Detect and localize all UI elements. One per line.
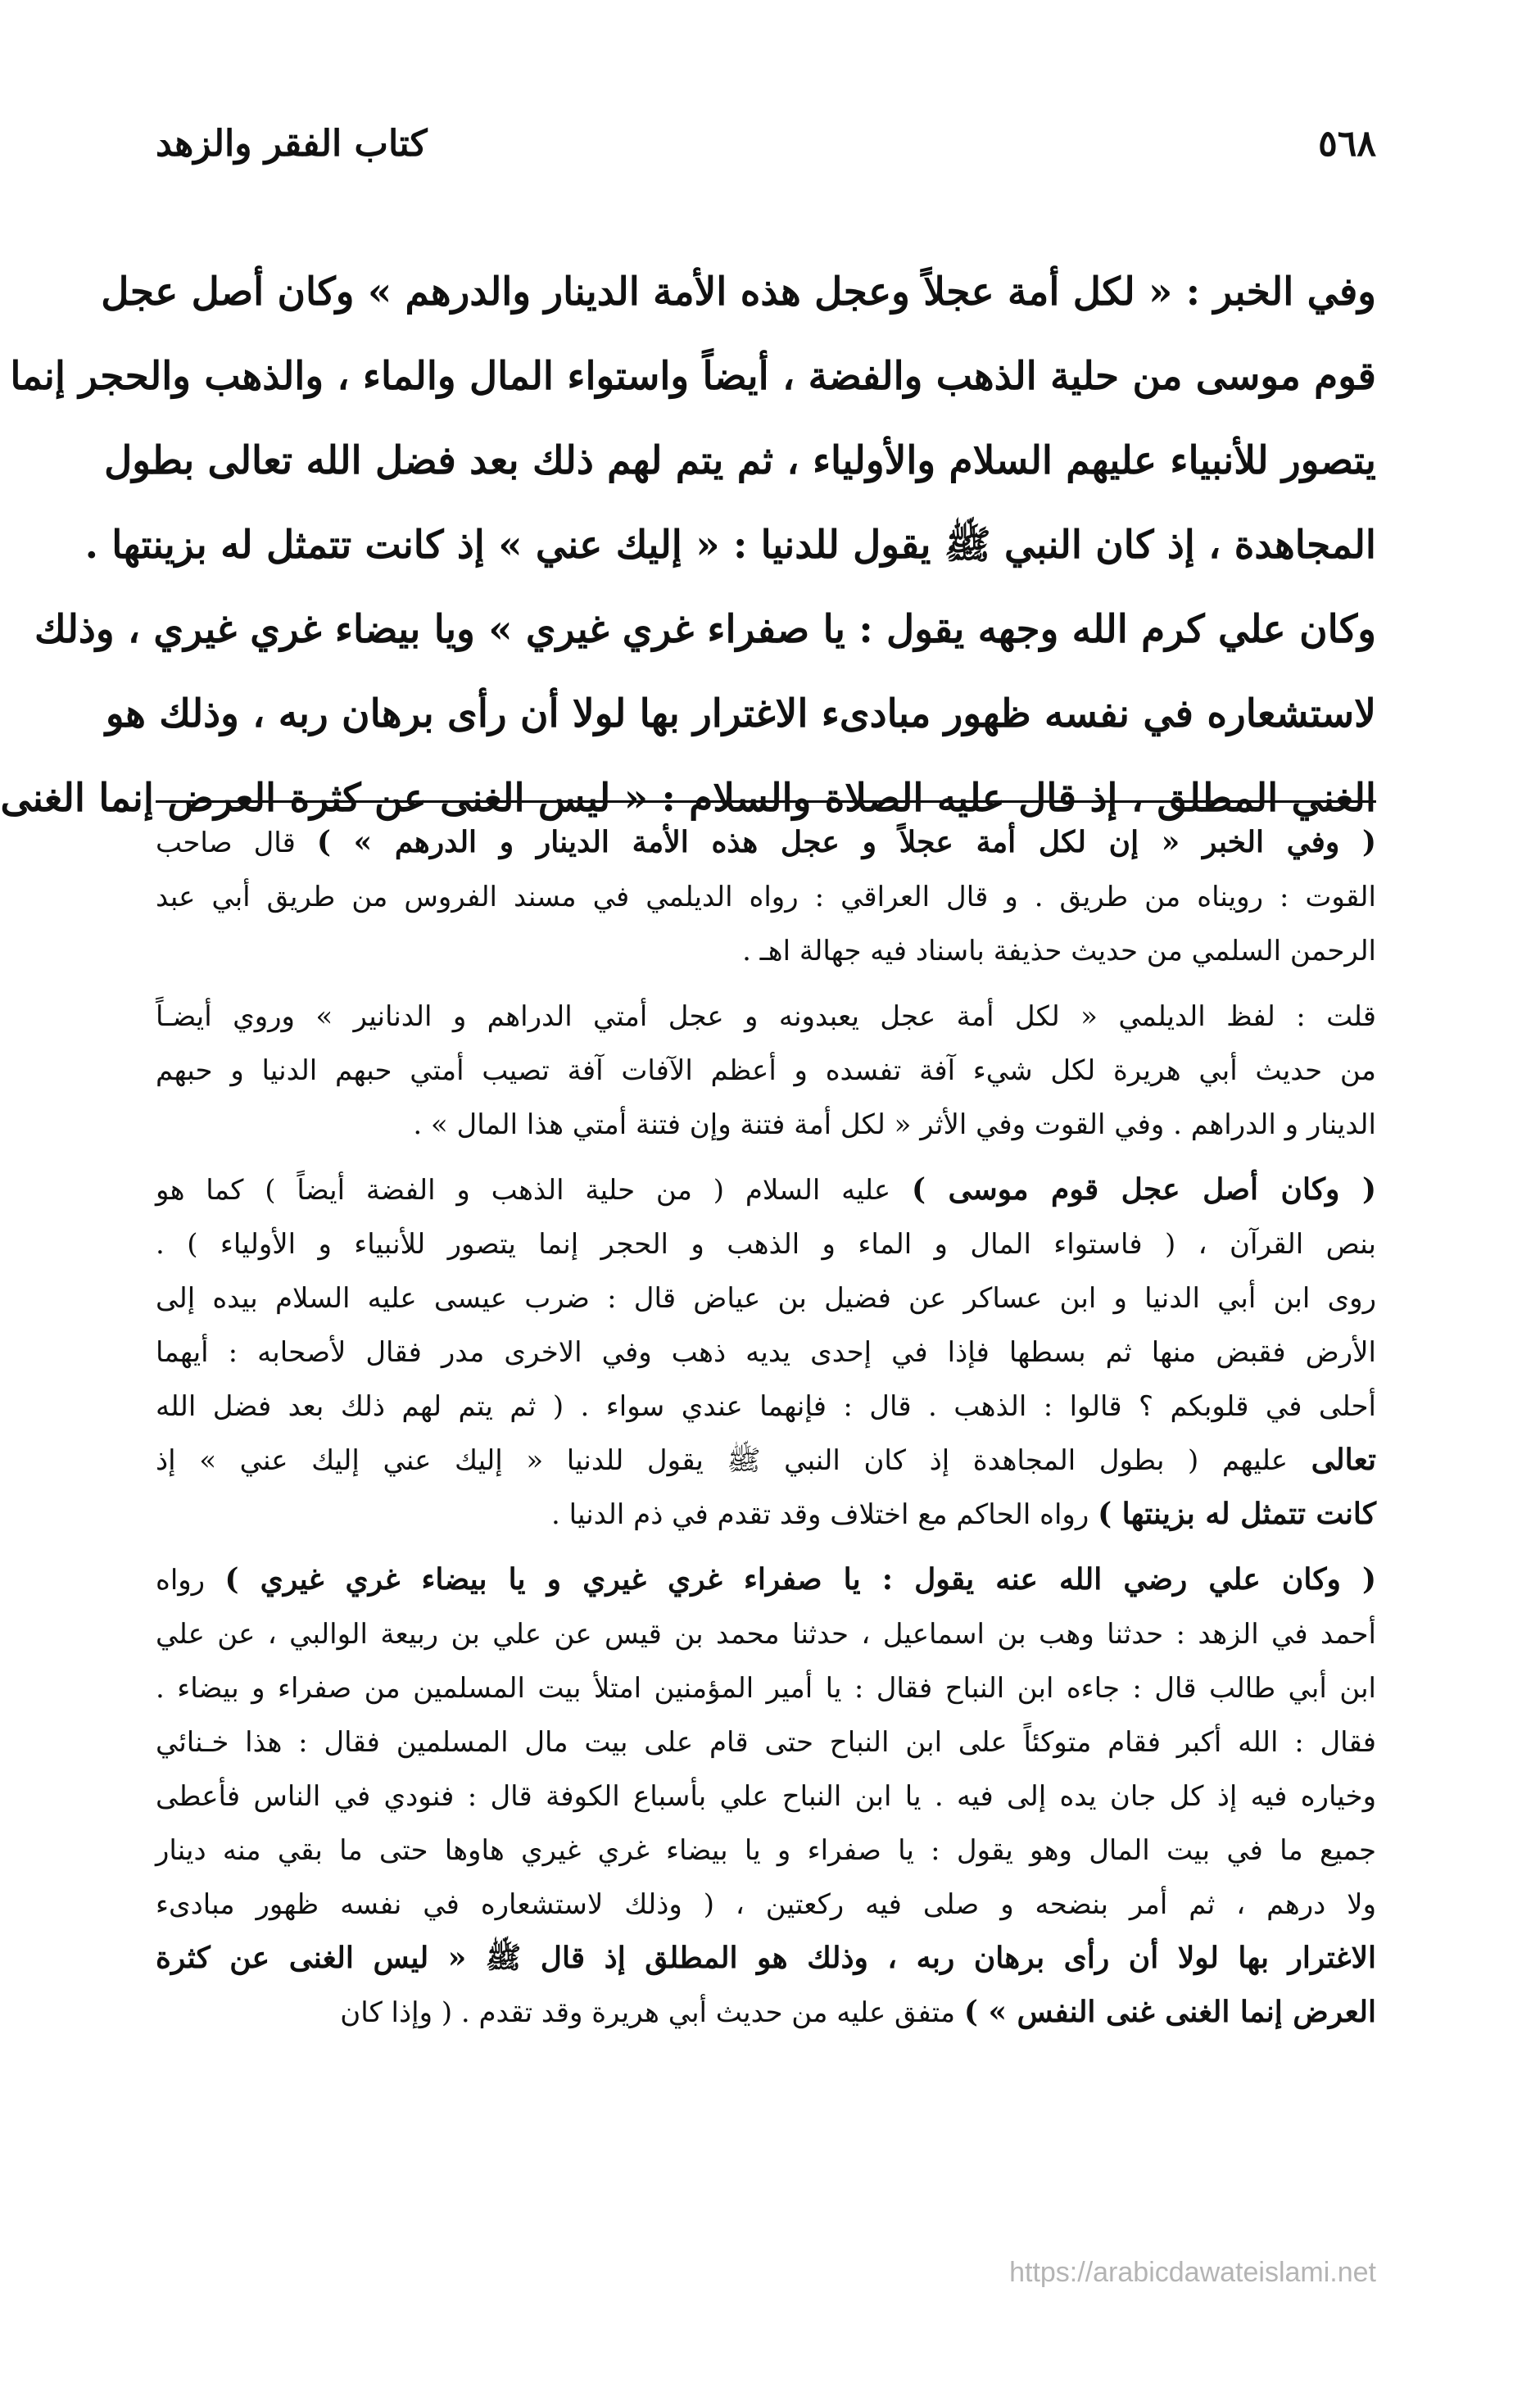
commentary-text: ابن أبي طالب قال : جاءه ابن النباح فقال : يا أمير المؤمنين امتلأ بيت المسلمين من صفراء و بيضاء . [156,1672,1376,1705]
commentary-text: رواه الحاكم مع اختلاف وقد تقدم في ذم الدنيا . [550,1498,1098,1531]
main-text-line: لاستشعاره في نفسه ظهور مبادىء الاغترار بها لولا أن رأى برهان ربه ، وذلك هو [105,691,1376,736]
commentary-line [156,1715,1376,1769]
commentary-line [156,1552,1376,1606]
main-text-line: قوم موسى من حلية الذهب والفضة ، أيضاً واستواء المال والماء ، والذهب والحجر إنما [10,354,1376,399]
commentary-line [156,1216,1376,1271]
footnote-divider [156,800,1376,803]
commentary-text: الدينار و الدراهم . وفي القوت وفي الأثر « لكل أمة فتنة وإن فتنة أمتي هذا المال » . [413,1108,1376,1141]
watermark: https://arabicdawateislami.net [1009,2257,1376,2288]
commentary-text: من حديث أبي هريرة لكل شيء آفة تفسده و أعظم الآفات آفة تصيب أمتي حبهم الدنيا و حبهم [156,1054,1376,1087]
commentary-text: القوت : رويناه من طريق . و قال العراقي : رواه الديلمي في مسند الفروس من طريق أبي عبد [156,881,1376,913]
commentary-text: أحلى في قلوبكم ؟ قالوا : الذهب . قال : فإنهما عندي سواء . ( ثم يتم لهم ذلك بعد فضل الله [156,1390,1376,1423]
commentary-line [156,1931,1376,1985]
commentary-line [156,1877,1376,1931]
commentary-text: فقال : الله أكبر فقام متوكئاً على ابن النباح حتى قام على بيت مال المسلمين فقال : هذا خـنائي [156,1726,1376,1759]
commentary-paragraph [156,815,1376,977]
commentary-bold-text: ( وفي الخبر « إن لكل أمة عجلاً و عجل هذه الأمة الدينار و الدرهم » ) [316,825,1376,859]
commentary-text: متفق عليه من حديث أبي هريرة وقد تقدم . ( وإذا كان [340,1996,964,2029]
commentary-line [156,1271,1376,1325]
commentary-paragraph [156,989,1376,1151]
commentary-line [156,1433,1376,1487]
commentary-line [156,1769,1376,1823]
commentary-text: الأرض فقبض منها ثم بسطها فإذا في إحدى يديه ذهب وفي الاخرى مدر فقال لأصحابه : أيهما [156,1336,1376,1369]
commentary-line [156,1325,1376,1379]
commentary-text: بنص القرآن ، ( فاستواء المال و الماء و الذهب و الحجر إنما يتصور للأنبياء و الأولياء ) . [156,1228,1376,1261]
commentary-text: ولا درهم ، ثم أمر بنضحه و صلى فيه ركعتين ، ( وذلك لاستشعاره في نفسه ظهور مبادىء [156,1888,1376,1921]
main-text-line: الغني المطلق ، إذ قال عليه الصلاة والسلام : « ليس الغنى عن كثرة العرض إنما الغنى [0,776,1376,821]
commentary-line [156,1985,1376,2039]
commentary-bold-text: ( وكان علي رضي الله عنه يقول : يا صفراء غري غيري و يا بيضاء غري غيري ) [224,1562,1377,1597]
commentary-line [156,1379,1376,1433]
commentary-paragraph [156,1162,1376,1541]
main-text [0,250,1376,840]
commentary-text: جميع ما في بيت المال وهو يقول : يا صفراء و يا بيضاء غري غيري هاوها حتى ما بقي منه دينار [156,1834,1376,1867]
main-text-line: وكان علي كرم الله وجهه يقول : يا صفراء غري غيري » ويا بيضاء غري غيري ، وذلك [34,607,1376,652]
commentary-bold-text: العرض إنما الغنى غنى النفس » ) [963,1995,1376,2029]
commentary-text: قال صاحب [156,827,317,859]
commentary-bold-text: الاغترار بها لولا أن رأى برهان ربه ، وذلك هو المطلق إذ قال ﷺ « ليس الغنى عن كثرة [156,1941,1376,1975]
main-text-line: المجاهدة ، إذ كان النبي ﷺ يقول للدنيا : « إليك عني » إذ كانت تتمثل له بزينتها . [84,523,1376,568]
commentary-text: عليه السلام ( من حلية الذهب و الفضة أيضاً ) كما هو [156,1174,912,1207]
commentary-bold-text: ( وكان أصل عجل قوم موسى ) [911,1172,1376,1207]
main-text-line: يتصور للأنبياء عليهم السلام والأولياء ، ثم يتم لهم ذلك بعد فضل الله تعالى بطول [104,438,1376,483]
commentary-paragraph [156,1552,1376,2039]
commentary-text: روى ابن أبي الدنيا و ابن عساكر عن فضيل بن عياض قال : ضرب عيسى عليه السلام بيده إلى [156,1282,1376,1315]
page-header [156,123,1376,180]
book-title: كتاب الفقر والزهد [156,123,428,165]
commentary-text: عليهم ( بطول المجاهدة إذ كان النبي ﷺ يقول للدنيا « إليك عني إليك عني » إذ [156,1444,1311,1477]
page-number: ٥٦٨ [1318,123,1376,165]
commentary-line [156,1660,1376,1715]
commentary [156,815,1376,2050]
commentary-text: وخياره فيه إذ كل جان يده إلى فيه . يا ابن النباح علي بأسباع الكوفة قال : فنودي في الناس فأعطى [156,1780,1376,1813]
commentary-line [156,1043,1376,1097]
commentary-text: رواه [156,1564,225,1597]
commentary-line [156,869,1376,923]
commentary-line [156,989,1376,1043]
commentary-line [156,1487,1376,1541]
commentary-bold-text: كانت تتمثل له بزينتها ) [1098,1497,1376,1531]
commentary-line [156,1606,1376,1660]
commentary-line [156,1097,1376,1151]
main-text-line: وفي الخبر : « لكل أمة عجلاً وعجل هذه الأمة الدينار والدرهم » وكان أصل عجل [101,270,1376,315]
commentary-line [156,1162,1376,1216]
commentary-text: أحمد في الزهد : حدثنا وهب بن اسماعيل ، حدثنا محمد بن قيس عن علي بن ربيعة الوالبي ، عن علي [156,1618,1376,1651]
commentary-line [156,815,1376,869]
commentary-text: الرحمن السلمي من حديث حذيفة باسناد فيه جهالة اهـ . [742,935,1376,967]
commentary-bold-text: تعالى [1311,1443,1376,1477]
commentary-line [156,923,1376,977]
commentary-line [156,1823,1376,1877]
commentary-text: قلت : لفظ الديلمي « لكل أمة عجل يعبدونه و عجل أمتي الدراهم و الدنانير » وروي أيضـاً [156,1000,1376,1033]
